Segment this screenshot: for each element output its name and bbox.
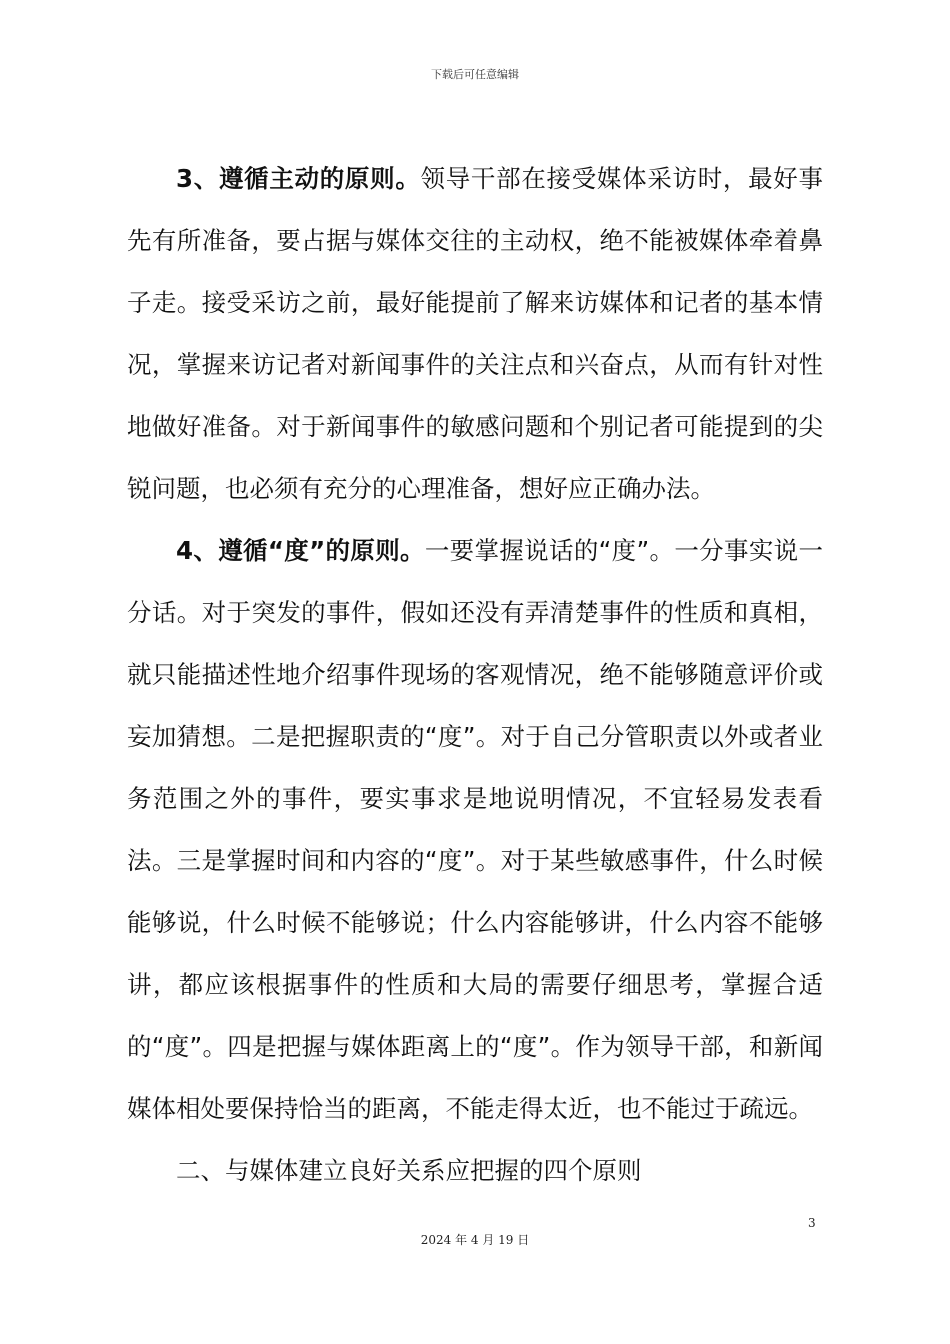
paragraph-principle-degree xyxy=(127,520,823,1140)
document-body xyxy=(127,148,823,1202)
paragraph-text: 一要掌握说话的“度”。一分事实说一分话。对于突发的事件，假如还没有弄清楚事件的性质和真相，就只能描述性地介绍事件现场的客观情况，绝不能够随意评价或妄加猜想。二是把握职责的“度”。对于自己分管职责以外或者业务范围之外的事件，要实事求是地说明情况，不宜轻易发表看法。三是掌握时间和内容的“度”。对于某些敏感事件，什么时候能够说，什么时候不能够说；什么内容能够讲，什么内容不能够讲，都应该根据事件的性质和大局的需要仔细思考，掌握合适的“度”。四是把握与媒体距离上的“度”。作为领导干部，和新闻媒体相处要保持恰当的距离，不能走得太近，也不能过于疏远。 xyxy=(127,536,823,1123)
paragraph-lead: 3、遵循主动的原则。 xyxy=(176,164,421,193)
section-heading xyxy=(127,1140,823,1202)
paragraph-lead: 4、遵循“度”的原则。 xyxy=(176,536,425,565)
page-number: 3 xyxy=(808,1216,816,1230)
paragraph-text: 二、与媒体建立良好关系应把握的四个原则 xyxy=(176,1156,642,1185)
paragraph-text: 领导干部在接受媒体采访时，最好事先有所准备，要占据与媒体交往的主动权，绝不能被媒体牵着鼻子走。接受采访之前，最好能提前了解来访媒体和记者的基本情况，掌握来访记者对新闻事件的关注点和兴奋点，从而有针对性地做好准备。对于新闻事件的敏感问题和个别记者可能提到的尖锐问题，也必须有充分的心理准备，想好应正确办法。 xyxy=(127,164,824,503)
header-note: 下载后可任意编辑 xyxy=(431,68,519,81)
paragraph-principle-initiative xyxy=(127,148,823,520)
footer-date: 2024 年 4 月 19 日 xyxy=(420,1233,530,1247)
